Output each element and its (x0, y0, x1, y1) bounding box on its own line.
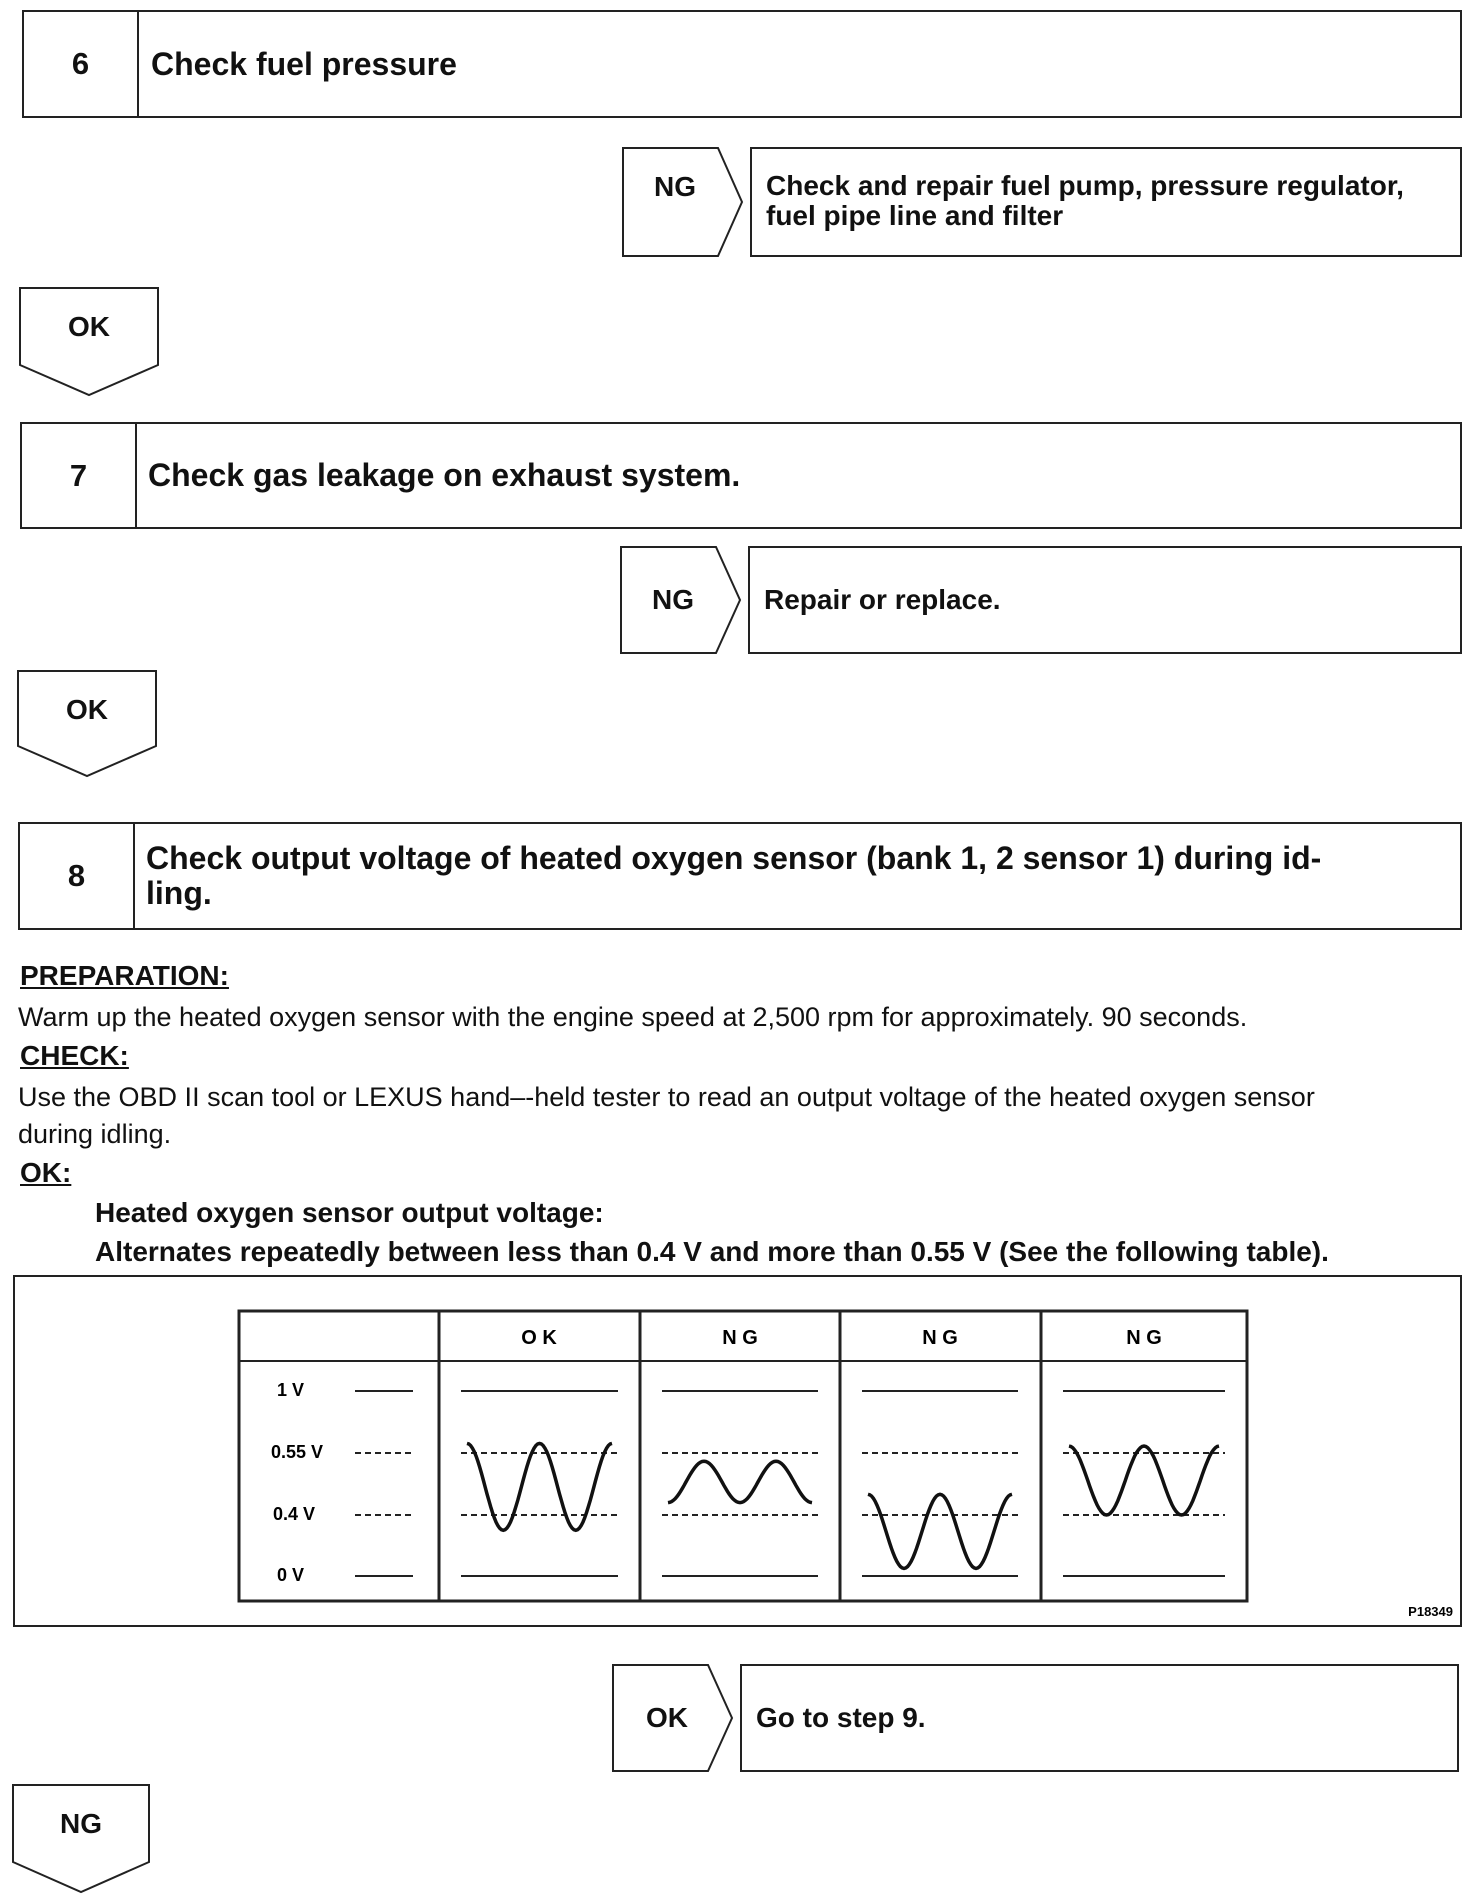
spec-line2: Alternates repeatedly between less than 0.4 V and more than 0.55 V (See the following table). (95, 1236, 1329, 1267)
step-7-header (20, 422, 1462, 529)
voltage-label-0v: 0 V (277, 1565, 305, 1585)
ng-label: NG (652, 584, 694, 615)
step-number: 8 (20, 824, 135, 928)
preparation-text: Warm up the heated oxygen sensor with the engine speed at 2,500 rpm for approximately. 90 seconds. (18, 1002, 1248, 1032)
step-title: Check gas leakage on exhaust system. (148, 457, 741, 493)
check-text-line2: during idling. (18, 1119, 172, 1149)
column-header-ok: O K (521, 1327, 557, 1349)
step-6-header (22, 10, 1462, 118)
waveform-table (13, 1275, 1462, 1627)
step-number: 6 (24, 12, 139, 116)
ok-heading: OK: (20, 1157, 72, 1188)
column-header-ng: N G (1126, 1327, 1162, 1349)
ok-down-arrow-step7 (17, 670, 157, 778)
ok-down-arrow-step6 (19, 287, 159, 397)
ok-label: OK (68, 311, 110, 342)
ng-label: NG (654, 171, 696, 202)
waveform-ok (467, 1443, 612, 1530)
table-frame (239, 1311, 1247, 1601)
figure-id: P18349 (1408, 1604, 1453, 1619)
voltage-label-055v: 0.55 V (271, 1442, 324, 1462)
step-title-line1: Check output voltage of heated oxygen sensor (bank 1, 2 sensor 1) during id- (146, 840, 1322, 876)
ng-down-arrow-step8 (12, 1784, 150, 1894)
ng-action-box-step7 (748, 546, 1462, 654)
step-title: Check fuel pressure (151, 45, 457, 82)
step-title-line2: ling. (146, 875, 212, 911)
waveform-ng (868, 1494, 1012, 1568)
voltage-label-1v: 1 V (277, 1380, 305, 1400)
ok-label: OK (66, 694, 108, 725)
waveform-ng (668, 1461, 812, 1502)
column-header-ng: N G (922, 1327, 958, 1349)
check-heading: CHECK: (20, 1040, 129, 1071)
step-title (146, 824, 1321, 928)
ok-label: OK (646, 1702, 688, 1733)
ng-action-box-step6 (750, 147, 1462, 257)
voltage-waveform-figure (13, 1275, 1462, 1627)
step-8-header (18, 822, 1462, 930)
waveform-ng (1069, 1446, 1219, 1515)
column-header-ng: N G (722, 1327, 758, 1349)
check-text-line1: Use the OBD II scan tool or LEXUS hand–-held tester to read an output voltage of the heated oxygen sensor (18, 1082, 1315, 1112)
ng-action-text: Check and repair fuel pump, pressure regulator, fuel pipe line and filter (766, 170, 1404, 231)
ok-action-box-step8 (740, 1664, 1459, 1772)
ng-label: NG (60, 1808, 102, 1839)
ng-action-text: Repair or replace. (764, 584, 1001, 615)
spec-line1: Heated oxygen sensor output voltage: (95, 1197, 604, 1228)
ok-action-text: Go to step 9. (756, 1702, 926, 1733)
waveform-cells (461, 1391, 1225, 1576)
step-number: 7 (22, 424, 137, 527)
preparation-heading: PREPARATION: (20, 960, 229, 991)
voltage-label-04v: 0.4 V (273, 1504, 316, 1524)
